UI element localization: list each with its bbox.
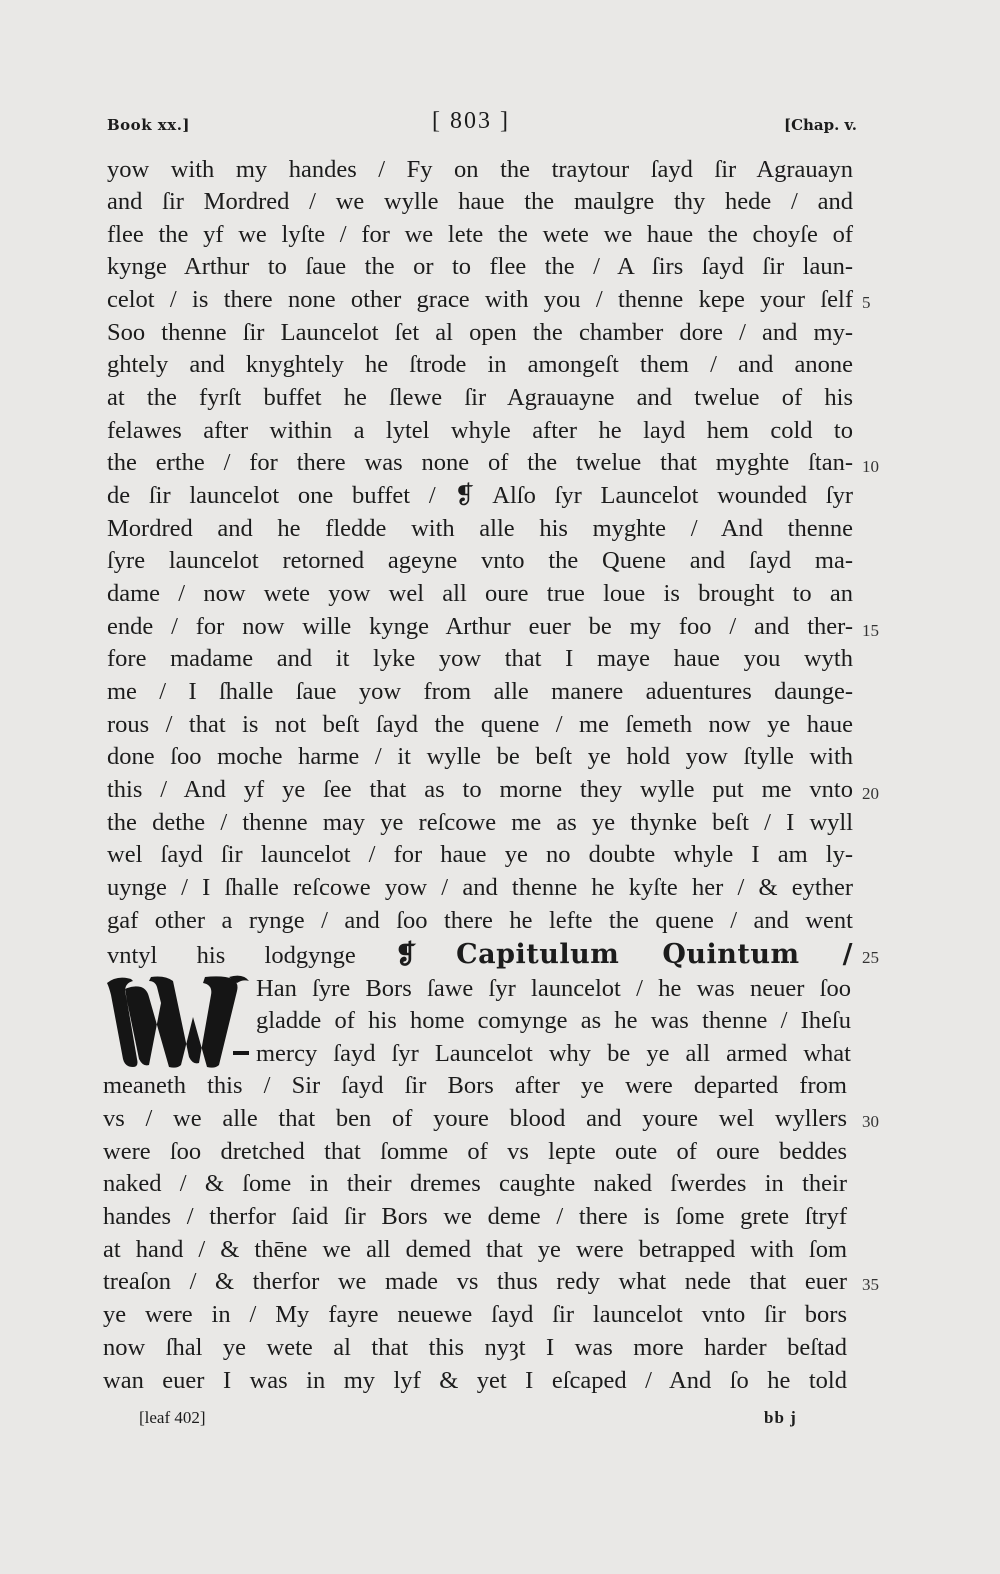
text-line: Han ſyre Bors ſawe ſyr launcelot / he was neuer ſoo [256,975,851,1002]
text-line: wan euer I was in my lyf & yet I eſcaped / And ſo he told [103,1367,847,1394]
drop-cap-initial [103,973,251,1069]
text-line: ghtely and knyghtely he ſtrode in amongeſt them / and anone [107,351,853,378]
pilcrow-mark: ❡ [395,940,417,970]
text-line: at the fyrſt buffet he ſlewe ſir Agrauayne and twelue of his [107,384,853,411]
chapter-heading-line [107,939,853,971]
line-number: 5 [862,293,871,312]
drop-cap-w-icon [103,973,251,1069]
text-line: de ſir launcelot one buffet / ❡ Alſo ſyr Launcelot wounded ſyr [107,482,853,509]
line-number: 20 [862,784,879,803]
text-line: rous / that is not beſt ſayd the quene / me ſemeth now ye haue [107,711,853,738]
text-line: me / I ſhalle ſaue yow from alle manere aduentures daunge- [107,678,853,705]
text-line: mercy ſayd ſyr Launcelot why be ye all armed what [256,1040,851,1067]
text-line: fore madame and it lyke yow that I maye haue you wyth [107,645,853,672]
text-line: were ſoo dretched that ſomme of vs lepte oute of oure beddes [103,1138,847,1165]
text-line: uynge / I ſhalle reſcowe yow / and thenne he kyſte her / & eyther [107,874,853,901]
leaf-reference: [leaf 402] [139,1408,206,1427]
text-line: the erthe / for there was none of the twelue that myghte ſtan- [107,449,853,476]
text-line: celot / is there none other grace with you / thenne kepe your ſelf [107,286,853,313]
chapter-title: Capitulum Quintum / [456,939,854,970]
text-line: at hand / & thēne we all demed that ye were betrapped with ſom [103,1236,847,1263]
text-run: vntyl his lodgynge [107,942,356,969]
signature-mark: bb j [764,1408,797,1427]
chapter-number: [Chap. v. [783,116,857,134]
text-line: Mordred and he fledde with alle his myghte / And thenne [107,515,853,542]
text-line: naked / & ſome in their dremes caughte naked ſwerdes in their [103,1170,847,1197]
text-line: handes / therfor ſaid ſir Bors we deme / there is ſome grete ſtryf [103,1203,847,1230]
text-line: now ſhal ye wete al that this nyȝt I was more harder beſtad [103,1334,847,1361]
line-number: 10 [862,457,879,476]
text-line: gaf other a rynge / and ſoo there he lefte the quene / and went [107,907,853,934]
book-number: Book xx.] [107,116,191,134]
line-number: 35 [862,1275,879,1294]
text-line: meaneth this / Sir ſayd ſir Bors after ye were departed from [103,1072,847,1099]
text-line: this / And yf ye ſee that as to morne they wylle put me vnto [107,776,853,803]
page-footer [0,1408,1000,1438]
text-line: ſyre launcelot retorned ageyne vnto the Quene and ſayd ma- [107,547,853,574]
text-line: the dethe / thenne may ye reſcowe me as ye thynke beſt / I wyll [107,809,853,836]
text-line: wel ſayd ſir launcelot / for haue ye no doubte whyle I am ly- [107,841,853,868]
page-number: [ 803 ] [432,108,510,134]
text-line: Soo thenne ſir Launcelot ſet al open the chamber dore / and my- [107,319,853,346]
text-line: kynge Arthur to ſaue the or to flee the / A ſirs ſayd ſir laun- [107,253,853,280]
text-line: ende / for now wille kynge Arthur euer be my foo / and ther- [107,613,853,640]
text-line: gladde of his home comynge as he was thenne / Iheſu [256,1007,851,1034]
text-line: flee the yf we lyſte / for we lete the wete we haue the choyſe of [107,221,853,248]
text-line: yow with my handes / Fy on the traytour ſayd ſir Agrauayn [107,156,853,183]
line-number: 15 [862,621,879,640]
text-line: and ſir Mordred / we wylle haue the maulgre thy hede / and [107,188,853,215]
text-line: felawes after within a lytel whyle after he layd hem cold to [107,417,853,444]
line-number: 30 [862,1112,879,1131]
text-line: done ſoo moche harme / it wylle be beſt ye hold yow ſtylle with [107,743,853,770]
line-number: 25 [862,948,879,967]
text-line: ye were in / My fayre neuewe ſayd ſir launcelot vnto ſir bors [103,1301,847,1328]
text-line: dame / now wete yow wel all oure true loue is brought to an [107,580,853,607]
text-line: vs / we alle that ben of youre blood and youre wel wyllers [103,1105,847,1132]
running-head [0,108,1000,148]
text-line: treaſon / & therfor we made vs thus redy what nede that euer [103,1268,847,1295]
